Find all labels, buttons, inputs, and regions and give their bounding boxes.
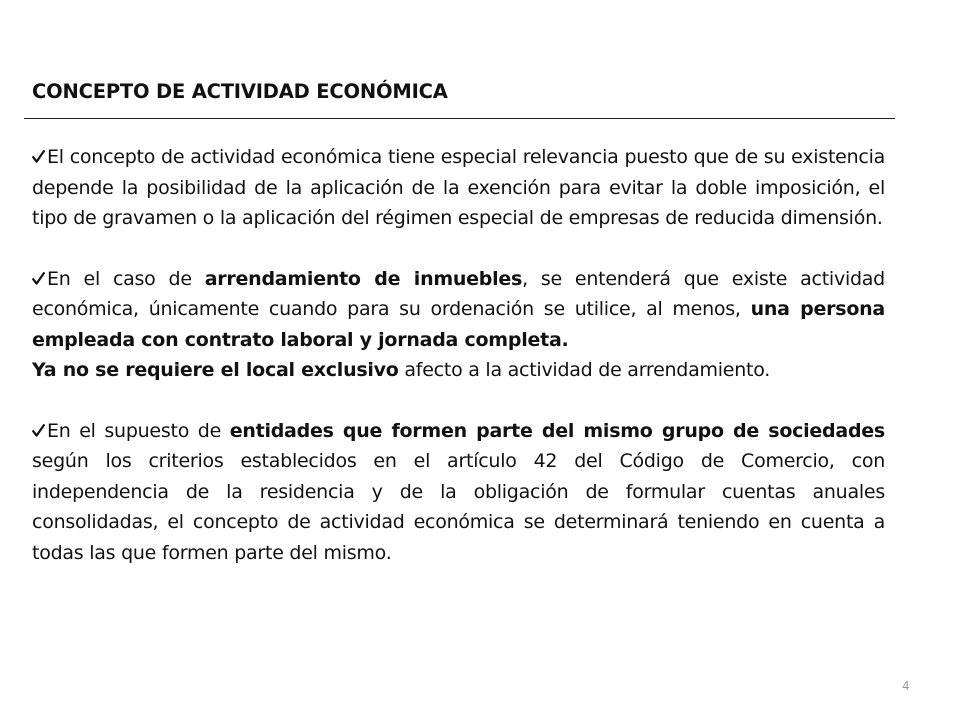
checkmark-icon [32, 423, 45, 438]
paragraph-spacer [32, 386, 885, 416]
bullet-paragraph-2 [32, 264, 885, 356]
bullet-3-text-a: En el supuesto de [47, 419, 230, 442]
checkmark-icon [32, 271, 45, 286]
slide-title: CONCEPTO DE ACTIVIDAD ECONÓMICA [32, 80, 448, 103]
bullet-1-text: El concepto de actividad económica tiene especial relevancia puesto que de su existencia depende la posibilidad de la aplicación de la exención para evitar la doble imposición, el tipo de gravamen o la aplicación del régimen especial de empresas de reducida dimensión. [32, 146, 885, 229]
bullet-3-bold-grupo-sociedades: entidades que formen parte del mismo grupo de sociedades [229, 419, 885, 442]
slide-body [32, 142, 885, 568]
page-number: 4 [902, 679, 910, 693]
bullet-paragraph-3 [32, 416, 885, 569]
bullet-2-bold-local-exclusivo: Ya no se requiere el local exclusivo [32, 359, 399, 381]
bullet-2-text-a: En el caso de [47, 267, 205, 290]
bullet-2-text-c: afecto a la actividad de arrendamiento. [398, 359, 771, 381]
bullet-2-bold-persona-empleada: una persona empleada con contrato laboral y jornada completa. [32, 298, 885, 351]
bullet-3-text-b: según los criterios establecidos en el artículo 42 del Código de Comercio, con independencia de la residencia y de la obligación de formular cuentas anuales consolidadas, el concepto de actividad económica se determinará teniendo en cuenta a todas las que formen parte del mismo. [32, 450, 885, 564]
paragraph-spacer [32, 234, 885, 264]
bullet-2-text-b: , se entenderá que existe actividad económica, únicamente cuando para su ordenación se utilice, al menos, [32, 267, 885, 320]
checkmark-icon [32, 149, 45, 164]
bullet-paragraph-2-continuation [32, 355, 885, 386]
bullet-paragraph-1 [32, 142, 885, 234]
title-underline [24, 118, 895, 119]
bullet-2-bold-arrendamiento: arrendamiento de inmuebles [204, 267, 523, 290]
